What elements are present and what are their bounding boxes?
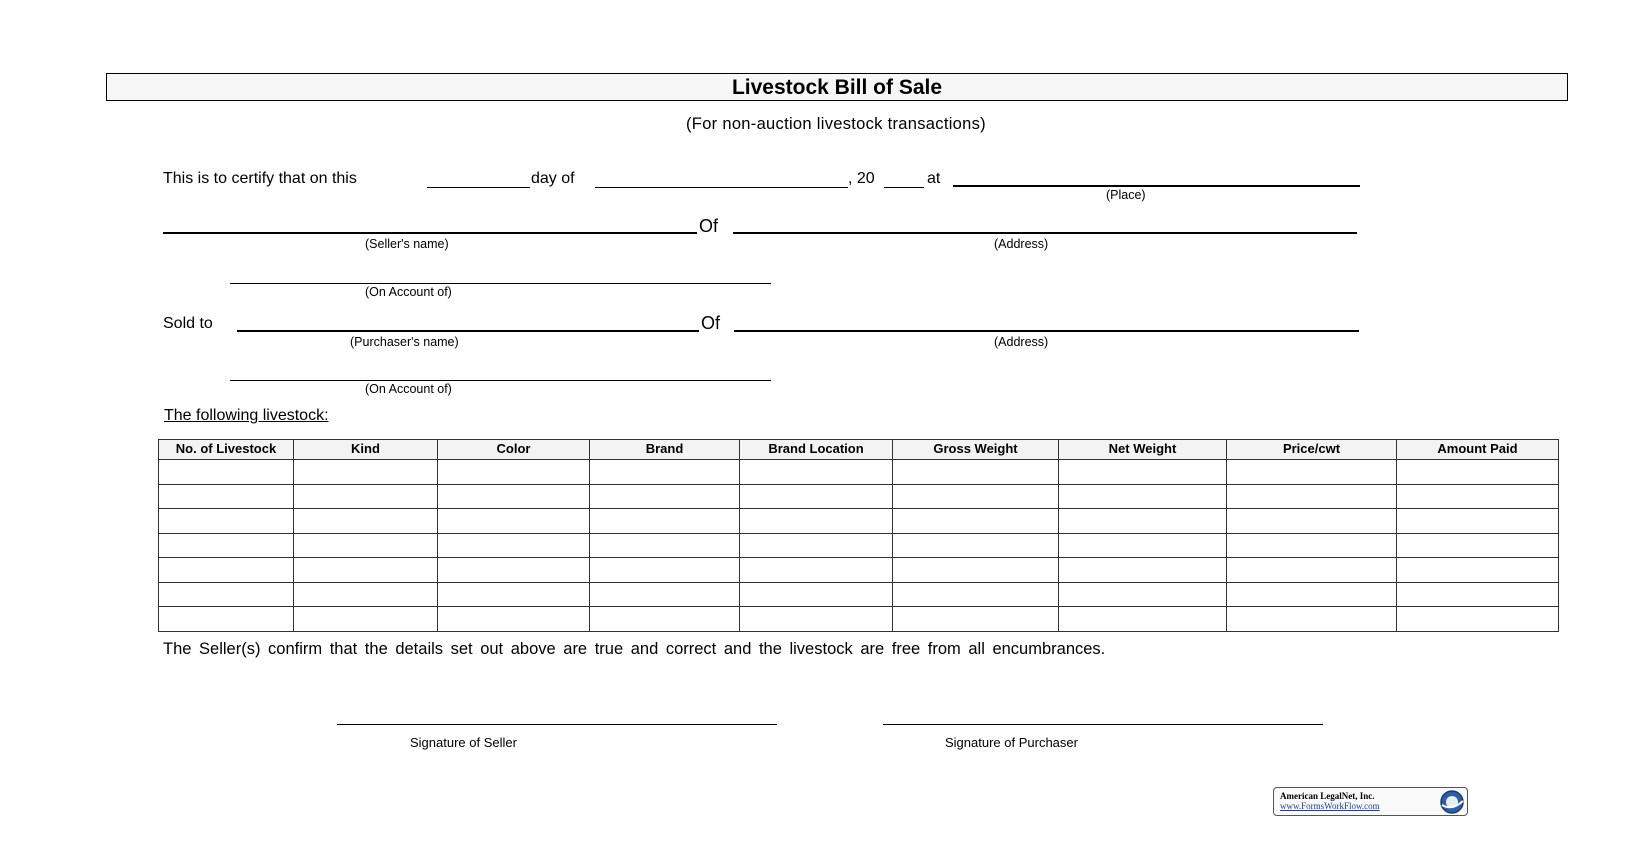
table-cell[interactable]	[590, 484, 740, 509]
american-legalnet-logo[interactable]	[1273, 787, 1468, 816]
table-cell[interactable]	[1227, 533, 1397, 558]
year-field[interactable]	[884, 187, 924, 188]
purchaser-of-label: Of	[701, 313, 721, 333]
table-row	[159, 582, 1559, 607]
column-header: No. of Livestock	[159, 440, 294, 460]
logo-company-name: American LegalNet, Inc.	[1280, 791, 1375, 801]
table-row	[159, 533, 1559, 558]
purchaser-address-field[interactable]	[734, 330, 1359, 332]
seller-of-label: Of	[699, 216, 719, 236]
table-cell[interactable]	[740, 607, 893, 632]
seller-address-caption: (Address)	[994, 237, 1049, 251]
purchaser-account-caption: (On Account of)	[365, 382, 452, 396]
table-row	[159, 509, 1559, 534]
table-cell[interactable]	[159, 582, 294, 607]
column-header: Amount Paid	[1397, 440, 1559, 460]
table-cell[interactable]	[1059, 460, 1227, 485]
table-cell[interactable]	[893, 558, 1059, 583]
column-header: Brand Location	[740, 440, 893, 460]
purchaser-account-field[interactable]	[230, 380, 771, 381]
place-caption: (Place)	[1106, 188, 1146, 202]
certify-text-3: , 20	[848, 170, 875, 187]
table-cell[interactable]	[294, 558, 438, 583]
table-cell[interactable]	[1397, 460, 1559, 485]
seller-name-field[interactable]	[163, 232, 697, 234]
table-cell[interactable]	[1059, 558, 1227, 583]
table-cell[interactable]	[159, 460, 294, 485]
table-cell[interactable]	[294, 460, 438, 485]
table-cell[interactable]	[740, 558, 893, 583]
place-field[interactable]	[953, 185, 1360, 187]
seller-address-field[interactable]	[733, 232, 1357, 234]
purchaser-signature-caption: Signature of Purchaser	[945, 735, 1078, 750]
table-cell[interactable]	[740, 460, 893, 485]
table-cell[interactable]	[590, 509, 740, 534]
livestock-heading: The following livestock:	[164, 407, 329, 424]
table-cell[interactable]	[438, 558, 590, 583]
column-header: Color	[438, 440, 590, 460]
table-row	[159, 558, 1559, 583]
seller-account-field[interactable]	[230, 283, 771, 284]
table-cell[interactable]	[1397, 533, 1559, 558]
column-header: Kind	[294, 440, 438, 460]
table-cell[interactable]	[438, 460, 590, 485]
form-title: Livestock Bill of Sale	[106, 73, 1568, 101]
table-cell[interactable]	[1397, 582, 1559, 607]
globe-icon	[1439, 789, 1465, 815]
table-cell[interactable]	[1227, 582, 1397, 607]
livestock-table	[158, 439, 1559, 632]
table-cell[interactable]	[1059, 582, 1227, 607]
table-cell[interactable]	[590, 460, 740, 485]
table-cell[interactable]	[159, 484, 294, 509]
column-header: Brand	[590, 440, 740, 460]
table-cell[interactable]	[1059, 484, 1227, 509]
table-cell[interactable]	[740, 582, 893, 607]
table-cell[interactable]	[1227, 484, 1397, 509]
seller-account-caption: (On Account of)	[365, 285, 452, 299]
table-cell[interactable]	[294, 533, 438, 558]
table-cell[interactable]	[159, 533, 294, 558]
purchaser-name-field[interactable]	[237, 330, 699, 332]
table-cell[interactable]	[1397, 484, 1559, 509]
table-cell[interactable]	[1227, 509, 1397, 534]
purchaser-signature-line[interactable]	[883, 724, 1323, 725]
table-cell[interactable]	[740, 509, 893, 534]
table-cell[interactable]	[893, 484, 1059, 509]
purchaser-name-caption: (Purchaser's name)	[350, 335, 459, 349]
table-cell[interactable]	[438, 484, 590, 509]
table-cell[interactable]	[893, 460, 1059, 485]
table-cell[interactable]	[1227, 460, 1397, 485]
seller-name-caption: (Seller's name)	[365, 237, 449, 251]
table-cell[interactable]	[1397, 509, 1559, 534]
table-cell[interactable]	[740, 533, 893, 558]
table-cell[interactable]	[893, 582, 1059, 607]
seller-signature-line[interactable]	[337, 724, 777, 725]
table-cell[interactable]	[1227, 558, 1397, 583]
table-cell[interactable]	[159, 509, 294, 534]
table-cell[interactable]	[438, 607, 590, 632]
sold-to-label: Sold to	[163, 315, 213, 332]
table-cell[interactable]	[590, 558, 740, 583]
logo-url-link[interactable]: www.FormsWorkFlow.com	[1280, 801, 1380, 811]
certify-text-4: at	[927, 170, 941, 187]
form-subtitle: (For non-auction livestock transactions)	[686, 115, 986, 133]
table-cell[interactable]	[294, 607, 438, 632]
table-cell[interactable]	[438, 582, 590, 607]
table-cell[interactable]	[590, 533, 740, 558]
table-cell[interactable]	[1059, 509, 1227, 534]
column-header: Net Weight	[1059, 440, 1227, 460]
table-cell[interactable]	[294, 509, 438, 534]
table-row	[159, 607, 1559, 632]
table-cell[interactable]	[893, 509, 1059, 534]
table-cell[interactable]	[1059, 607, 1227, 632]
table-cell[interactable]	[159, 558, 294, 583]
month-field[interactable]	[595, 187, 848, 188]
purchaser-address-caption: (Address)	[994, 335, 1049, 349]
table-cell[interactable]	[1397, 607, 1559, 632]
table-cell[interactable]	[1397, 558, 1559, 583]
table-cell[interactable]	[590, 607, 740, 632]
table-cell[interactable]	[740, 484, 893, 509]
table-row	[159, 460, 1559, 485]
table-cell[interactable]	[1059, 533, 1227, 558]
table-body	[159, 460, 1559, 632]
table-cell[interactable]	[294, 484, 438, 509]
column-header: Gross Weight	[893, 440, 1059, 460]
table-cell[interactable]	[1227, 607, 1397, 632]
table-cell[interactable]	[893, 607, 1059, 632]
table-header-row	[159, 440, 1559, 460]
table-cell[interactable]	[294, 582, 438, 607]
seller-signature-caption: Signature of Seller	[410, 735, 517, 750]
table-cell[interactable]	[893, 533, 1059, 558]
column-header: Price/cwt	[1227, 440, 1397, 460]
certify-text-1: This is to certify that on this	[163, 170, 357, 187]
table-cell[interactable]	[438, 533, 590, 558]
confirmation-statement: The Seller(s) confirm that the details set out above are true and correct and the livestock are free from all encumbrances.	[163, 640, 1106, 658]
table-cell[interactable]	[438, 509, 590, 534]
certify-text-2: day of	[531, 170, 575, 187]
table-cell[interactable]	[159, 607, 294, 632]
day-field[interactable]	[427, 187, 530, 188]
table-row	[159, 484, 1559, 509]
table-cell[interactable]	[590, 582, 740, 607]
